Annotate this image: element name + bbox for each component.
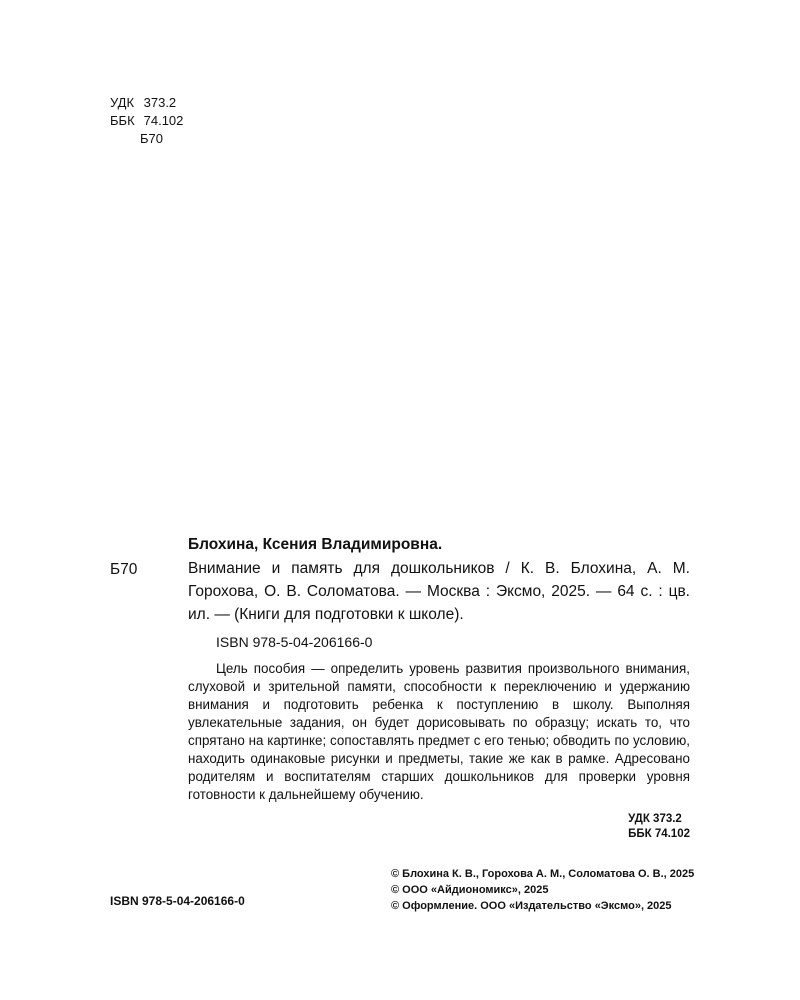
bbk-row [110, 112, 183, 130]
udk-row [110, 94, 183, 112]
author-heading: Блохина, Ксения Владимировна. [188, 536, 443, 553]
author-sign: Б70 [110, 561, 138, 578]
bbk-value: 74.102 [143, 113, 184, 128]
bbk-label: ББК [110, 113, 135, 128]
footer-codes [628, 812, 690, 842]
isbn-entry: ISBN 978-5-04-206166-0 [216, 634, 373, 650]
annotation-text: Цель пособия — определить уровень развития произвольного внимания, слуховой и зрительной памяти, способности к переключению и удержанию внимания и подготовить ребенка к поступлению в школу. Выполняя увлекательные задания, он будет дорисовывать по образцу; искать то, что спрятано на картинке; сопоставлять предмет с его тенью; обводить по условию, находить одинаковые рисунки и предметы, такие же как в рамке. Адресовано родителям и воспитателям старших дошкольников для проверки уровня готовности к дальнейшему обучению. [188, 661, 690, 802]
author-sign-top: Б70 [140, 131, 163, 146]
footer-udk: УДК 373.2 [628, 813, 682, 825]
udk-value: 373.2 [143, 95, 177, 110]
classification-codes [110, 94, 183, 148]
copyright-illustrations: © ООО «Айдиономикс», 2025 [391, 884, 549, 896]
copyright-block [391, 866, 694, 914]
isbn-footer: ISBN 978-5-04-206166-0 [110, 894, 245, 908]
copyright-design: © Оформление. ООО «Издательство «Эксмо», 2025 [391, 900, 672, 912]
bibliographic-description: Внимание и память для дошкольников / К. В. Блохина, А. М. Горохова, О. В. Соломатова. — Москва : Эксмо, 2025. — 64 с. : цв. ил. — (Книги для подготовки к школе). [188, 560, 690, 623]
copyright-authors: © Блохина К. В., Горохова А. М., Соломатова О. В., 2025 [391, 868, 695, 880]
udk-label: УДК [110, 95, 135, 110]
footer-bbk: ББК 74.102 [628, 828, 690, 840]
